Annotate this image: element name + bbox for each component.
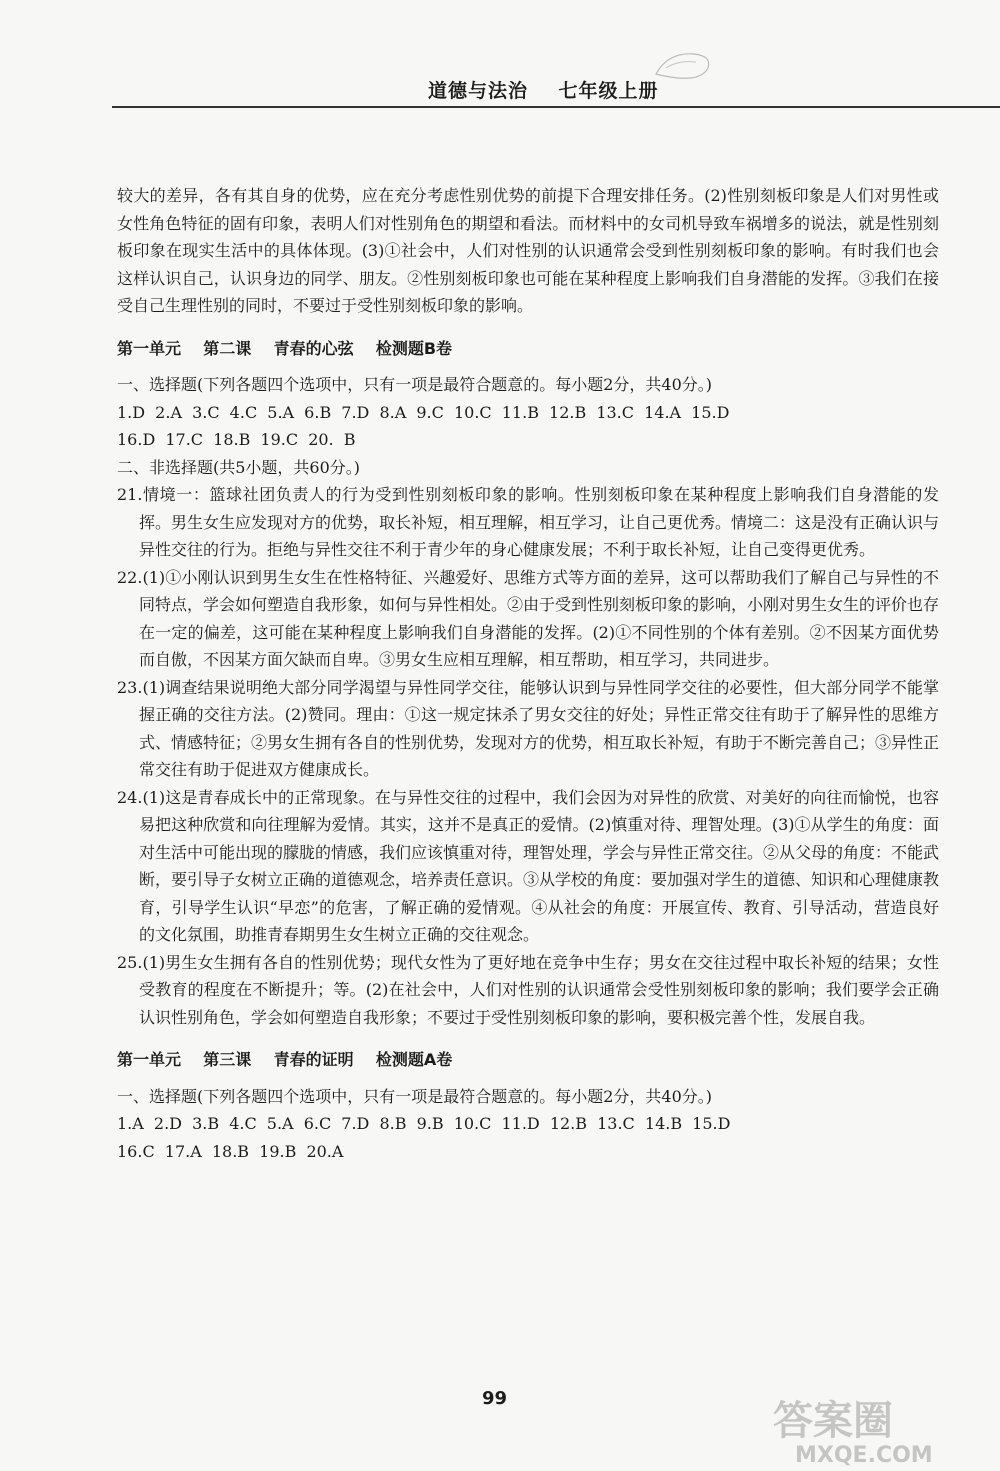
choice-section-title: 一、选择题(下列各题四个选项中，只有一项是最符合题意的。每小题2分，共40分。) <box>117 375 713 394</box>
header-divider <box>112 106 1000 108</box>
watermark-brand: 答案圈 <box>773 1398 893 1444</box>
answer-row: 1.D 2.A 3.C 4.C 5.A 6.B 7.D 8.A 9.C 10.C 11.B 12.B 13.C 14.A 15.D <box>117 402 730 422</box>
question-21-answer: 21.情境一：篮球社团负责人的行为受到性别刻板印象的影响。性别刻板印象在某种程度上影响我们自身潜能的发挥。男生女生应发现对方的优势，取长补短，相互理解，相互学习，让自己更优秀。情境二：这是没有正确认识与异性交往的行为。拒绝与异性交往不利于青少年的身心健康发展；不利于取长补短，让自己变得更优秀。 <box>117 485 940 559</box>
page-header <box>0 0 1000 110</box>
watermark-url: MXQE.COM <box>795 1443 933 1468</box>
choice-section-title: 一、选择题(下列各题四个选项中，只有一项是最符合题意的。每小题2分，共40分。) <box>117 1086 713 1106</box>
question-23-answer: 23.(1)调查结果说明绝大部分同学渴望与异性同学交往，能够认识到与异性同学交往的必要性，但大部分同学不能掌握正确的交往方法。(2)赞同。理由：①这一规定抹杀了男女交往的好处；异性正常交往有助于了解异性的思维方式、情感特征；②男女生拥有各自的性别优势，发现对方的优势，相互取长补短，有助于不断完善自己；③异性正常交往有助于促进双方健康成长。 <box>117 677 940 779</box>
answer-row: 16.D 17.C 18.B 19.C 20. B <box>117 430 356 449</box>
watermark-logo <box>765 1392 990 1468</box>
section-heading-unit1-lesson2: 第一单元 第二课 青春的心弦 检测题B卷 <box>117 338 453 358</box>
intro-paragraph: 较大的差异，各有其自身的优势，应在充分考虑性别优势的前提下合理安排任务。(2)性别刻板印象是人们对男性或女性角色特征的固有印象，表明人们对性别角色的期望和看法。而材料中的女司机导致车祸增多的说法，就是性别刻板印象在现实生活中的具体体现。(3)①社会中，人们对性别的认识通常会受到性别刻板印象的影响。有时我们也会这样认识自己，认识身边的同学、朋友。②性别刻板印象也可能在某种程度上影响我们自身潜能的发挥。③我们在接受自己生理性别的同时，不要过于受性别刻板印象的影响。 <box>117 186 939 315</box>
page-number: 99 <box>482 1388 508 1409</box>
question-22-answer: 22.(1)①小刚认识到男生女生在性格特征、兴趣爱好、思维方式等方面的差异，这可以帮助我们了解自己与异性的不同特点，学会如何塑造自我形象，如何与异性相处。②由于受到性别刻板印象的影响，小刚对男生女生的评价也存在一定的偏差，这可能在某种程度上影响我们自身潜能的发挥。(2)①不同性别的个体有差别。②不因某方面优势而自傲，不因某方面欠缺而自卑。③男女生应相互理解，相互帮助，相互学习，共同进步。 <box>117 567 940 669</box>
answer-row: 1.A 2.D 3.B 4.C 5.A 6.C 7.D 8.B 9.B 10.C 11.D 12.B 13.C 14.B 15.D <box>117 1114 731 1133</box>
page-content <box>117 182 939 1165</box>
nonchoice-section-title: 二、非选择题(共5小题，共60分。) <box>117 457 361 477</box>
question-24-answer: 24.(1)这是青春成长中的正常现象。在与异性交往的过程中，我们会因为对异性的欣赏、对美好的向往而愉悦，也容易把这种欣赏和向往理解为爱情。其实，这并不是真正的爱情。(2)慎重对待、理智处理。(3)①从学生的角度：面对生活中可能出现的朦胧的情感，我们应该慎重对待，理智处理，学会与异性正常交往。②从父母的角度：不能武断，要引导子女树立正确的道德观念，培养责任意识。③从学校的角度：要加强对学生的道德、知识和心理健康教育，引导学生认识“早恋”的危害，了解正确的爱情观。④从社会的角度：开展宣传、教育、引导活动，营造良好的文化氛围，助推青春期男生女生树立正确的交往观念。 <box>117 787 940 944</box>
header-title: 道德与法治 七年级上册 <box>428 80 659 102</box>
section-heading-unit1-lesson3: 第一单元 第三课 青春的证明 检测题A卷 <box>117 1050 453 1069</box>
question-25-answer: 25.(1)男生女生拥有各自的性别优势；现代女性为了更好地在竞争中生存；男女在交往过程中取长补短的结果；女性受教育的程度在不断提升；等。(2)在社会中，人们对性别的认识通常会受性别刻板印象的影响；我们要学会正确认识性别角色，学会如何塑造自我形象；不要过于受性别刻板印象的影响，要积极完善个性，发展自我。 <box>117 952 939 1027</box>
publisher-logo-icon <box>648 46 718 86</box>
answer-row: 16.C 17.A 18.B 19.B 20.A <box>117 1141 344 1161</box>
